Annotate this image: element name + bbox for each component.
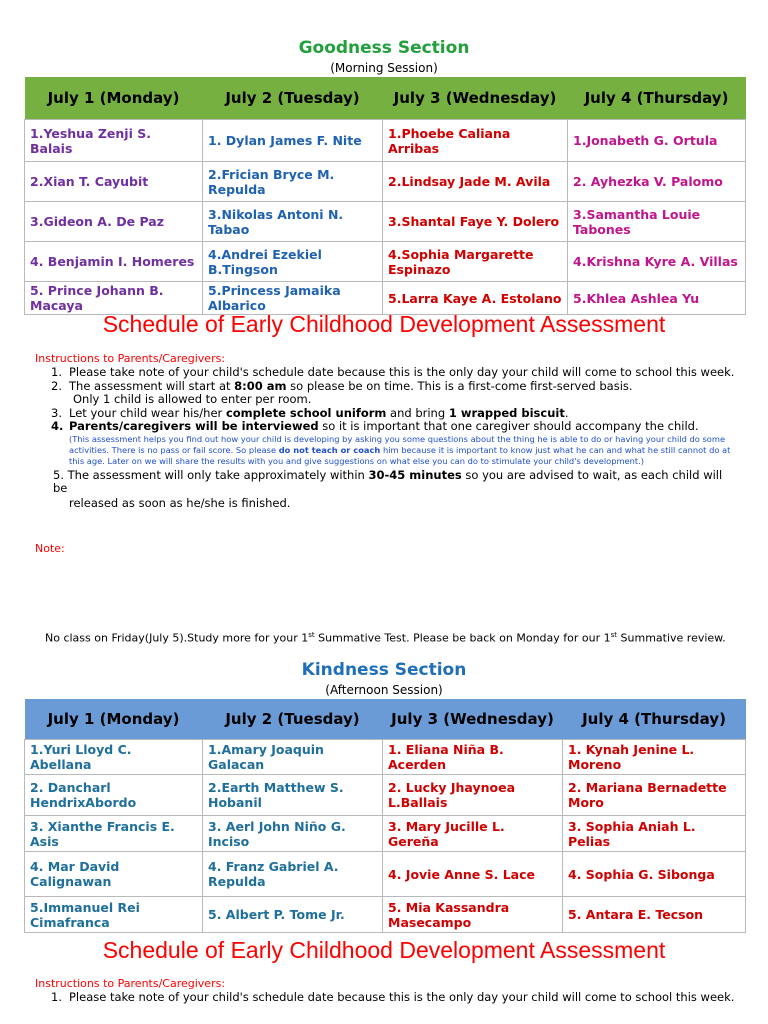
table-cell: 3.Samantha Louie Tabones — [568, 202, 746, 242]
no-class-notice: No class on Friday(July 5).Study more for your 1st Summative Test. Please be back on Monday for our 1st Summative review. — [45, 631, 726, 645]
table-cell: 5. Mia Kassandra Masecampo — [383, 897, 563, 933]
table-cell: 1. Eliana Niña B. Acerden — [383, 740, 563, 775]
instructions-heading: Instructions to Parents/Caregivers: — [35, 352, 226, 365]
instruction-item: 5. The assessment will only take approximately within 30-45 minutes so you are advised to wait, as each child will be — [53, 467, 723, 495]
assessment-title: Schedule of Early Childhood Development Assessment — [102, 311, 666, 337]
table-cell: 1.Yeshua Zenji S. Balais — [25, 120, 203, 162]
table-cell: 5.Princess Jamaika Albarico — [203, 282, 383, 315]
instruction-item: 3. Let your child wear his/her complete school uniform and bring 1 wrapped biscuit. — [51, 405, 569, 420]
table-cell: 3.Shantal Faye Y. Dolero — [383, 202, 568, 242]
table-cell: 5.Khlea Ashlea Yu — [568, 282, 746, 315]
table-cell: 4.Andrei Ezekiel B.Tingson — [203, 242, 383, 282]
kindness-schedule-table — [24, 699, 746, 933]
instruction-item: 2. The assessment will start at 8:00 am so please be on time. This is a first-come first-served basis. — [51, 378, 633, 393]
table-cell: 3. Xianthe Francis E. Asis — [25, 816, 203, 852]
assessment-title-2: Schedule of Early Childhood Development Assessment — [102, 937, 666, 963]
table-cell: 3. Sophia Aniah L. Pelias — [563, 816, 746, 852]
table-row — [25, 816, 746, 852]
table-cell: 4. Franz Gabriel A. Repulda — [203, 852, 383, 897]
table-row — [25, 202, 746, 242]
table-cell: 1. Dylan James F. Nite — [203, 120, 383, 162]
table-row — [25, 852, 746, 897]
table-cell: 2.Lindsay Jade M. Avila — [383, 162, 568, 202]
table-cell: 2. Ayhezka V. Palomo — [568, 162, 746, 202]
table-cell: 4.Sophia Margarette Espinazo — [383, 242, 568, 282]
table-header-row — [25, 77, 746, 120]
instructions-heading-2: Instructions to Parents/Caregivers: — [35, 977, 226, 990]
table-header-row — [25, 699, 746, 740]
table-cell: 4. Benjamin I. Homeres — [25, 242, 203, 282]
column-header: July 2 (Tuesday) — [203, 699, 383, 740]
goodness-schedule-table — [24, 77, 746, 315]
instruction-item: released as soon as he/she is finished. — [69, 495, 291, 510]
table-cell: 5.Larra Kaye A. Estolano — [383, 282, 568, 315]
table-cell: 3. Mary Jucille L. Gereña — [383, 816, 563, 852]
table-cell: 2. Dancharl HendrixAbordo — [25, 775, 203, 816]
column-header: July 3 (Wednesday) — [383, 77, 568, 120]
table-row — [25, 897, 746, 933]
table-row — [25, 120, 746, 162]
table-cell: 4. Jovie Anne S. Lace — [383, 852, 563, 897]
kindness-section-title: Kindness Section — [301, 660, 467, 680]
instructions-list — [35, 366, 735, 510]
instruction-item: Only 1 child is allowed to enter per room. — [73, 392, 312, 406]
column-header: July 1 (Monday) — [25, 699, 203, 740]
instructions-list-2 — [35, 991, 735, 1005]
table-cell: 1.Jonabeth G. Ortula — [568, 120, 746, 162]
table-cell: 1.Yuri Lloyd C. Abellana — [25, 740, 203, 775]
instruction-item: 1. Please take note of your child's schedule date because this is the only day your child will come to school this week. — [51, 365, 735, 379]
table-cell: 1. Kynah Jenine L. Moreno — [563, 740, 746, 775]
table-cell: 2.Xian T. Cayubit — [25, 162, 203, 202]
table-cell: 4. Mar David Calignawan — [25, 852, 203, 897]
table-cell: 1.Amary Joaquin Galacan — [203, 740, 383, 775]
table-cell: 3.Gideon A. De Paz — [25, 202, 203, 242]
column-header: July 2 (Tuesday) — [203, 77, 383, 120]
column-header: July 4 (Thursday) — [568, 77, 746, 120]
table-cell: 5.Immanuel Rei Cimafranca — [25, 897, 203, 933]
table-cell: 4. Sophia G. Sibonga — [563, 852, 746, 897]
table-cell: 5. Albert P. Tome Jr. — [203, 897, 383, 933]
goodness-session-label: (Morning Session) — [330, 61, 438, 75]
table-cell: 1.Phoebe Caliana Arribas — [383, 120, 568, 162]
table-cell: 2.Frician Bryce M. Repulda — [203, 162, 383, 202]
table-cell: 4.Krishna Kyre A. Villas — [568, 242, 746, 282]
column-header: July 1 (Monday) — [25, 77, 203, 120]
table-cell: 3.Nikolas Antoni N. Tabao — [203, 202, 383, 242]
table-cell: 2.Earth Matthew S. Hobanil — [203, 775, 383, 816]
table-row — [25, 162, 746, 202]
table-row — [25, 740, 746, 775]
goodness-section-title: Goodness Section — [298, 38, 470, 58]
table-cell: 5. Antara E. Tecson — [563, 897, 746, 933]
table-row — [25, 282, 746, 315]
table-cell: 5. Prince Johann B. Macaya — [25, 282, 203, 315]
kindness-session-label: (Afternoon Session) — [325, 683, 443, 697]
instruction-item: 4. Parents/caregivers will be interviewed so it is important that one caregiver should accompany the child. — [51, 419, 699, 433]
table-cell: 2. Lucky Jhaynoea L.Ballais — [383, 775, 563, 816]
table-cell: 3. Aerl John Niño G. Inciso — [203, 816, 383, 852]
table-row — [25, 775, 746, 816]
table-row — [25, 242, 746, 282]
instruction-item: 1. Please take note of your child's schedule date because this is the only day your child will come to school this week. — [51, 990, 735, 1004]
column-header: July 3 (Wednesday) — [383, 699, 563, 740]
instruction-note: (This assessment helps you find out how your child is developing by asking you some questions about the thing he is able to do or having your child do some activities. There is no pass or fail score. So please do not teach or coach him because it is important to know just what he can and what he still cannot do at this age. Later on we will share the results with you and give suggestions on what else you can do to stimulate your child's development.) — [69, 433, 731, 466]
note-label: Note: — [35, 542, 65, 555]
column-header: July 4 (Thursday) — [563, 699, 746, 740]
table-cell: 2. Mariana Bernadette Moro — [563, 775, 746, 816]
